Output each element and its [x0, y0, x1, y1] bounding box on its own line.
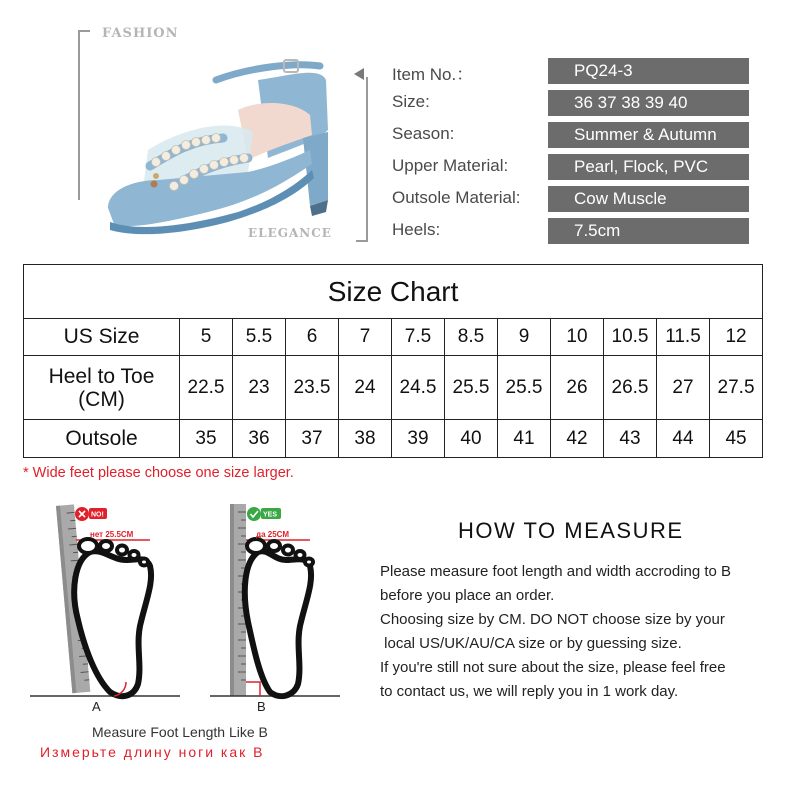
elegance-watermark: ELEGANCE	[248, 226, 332, 240]
instruction-line: Please measure foot length and width accroding to B	[380, 563, 732, 580]
wrong-measure-diagram	[30, 504, 180, 696]
instruction-line: local US/UK/AU/CA size or by guessing size.	[380, 635, 682, 652]
heel-to-toe-cell: 27	[657, 356, 710, 420]
outsole-cell: 37	[286, 420, 339, 458]
heel-to-toe-cell: 22.5	[180, 356, 233, 420]
spec-label: Size:	[392, 92, 430, 111]
spec-label: Outsole Material:	[392, 188, 521, 207]
wrong-reading-text: нет 25.5CM	[90, 530, 134, 539]
instruction-line: If you're still not sure about the size, please feel free	[380, 659, 726, 676]
us-size-cell: 7.5	[392, 319, 445, 356]
outsole-cell: 41	[498, 420, 551, 458]
size-chart-table	[23, 264, 763, 458]
spec-size	[392, 90, 752, 116]
wide-feet-note: * Wide feet please choose one size larger.	[23, 465, 294, 481]
instruction-line: to contact us, we will reply you in 1 work day.	[380, 683, 679, 700]
spec-heels	[392, 218, 752, 244]
us-size-cell: 11.5	[657, 319, 710, 356]
us-size-cell: 10.5	[604, 319, 657, 356]
us-size-cell: 10	[551, 319, 604, 356]
sandal-illustration	[88, 40, 358, 240]
heel-to-toe-cell: 24.5	[392, 356, 445, 420]
pointer-triangle-icon	[354, 68, 364, 80]
label-b: B	[257, 699, 266, 714]
row-header-heel-to-toe: Heel to Toe (CM)	[24, 356, 180, 420]
spec-value: Summer & Autumn	[548, 122, 749, 148]
fashion-watermark: FASHION	[102, 26, 179, 41]
spec-value: 7.5cm	[548, 218, 749, 244]
row-header-outsole: Outsole	[24, 420, 180, 458]
product-image	[78, 26, 368, 242]
us-size-cell: 6	[286, 319, 339, 356]
us-size-cell: 7	[339, 319, 392, 356]
heel-to-toe-cell: 25.5	[498, 356, 551, 420]
instruction-line: Choosing size by CM. DO NOT choose size by your	[380, 611, 725, 628]
outsole-cell: 44	[657, 420, 710, 458]
right-measure-diagram	[210, 504, 340, 696]
outsole-cell: 36	[233, 420, 286, 458]
spec-label: Heels:	[392, 220, 441, 239]
heel-to-toe-cell: 26	[551, 356, 604, 420]
measure-caption: Measure Foot Length Like B	[92, 724, 268, 740]
row-heel-to-toe	[24, 356, 763, 420]
measure-caption-russian: Измерьте длину ноги как В	[40, 744, 265, 760]
heel-to-toe-cell: 23	[233, 356, 286, 420]
heel-to-toe-cell: 24	[339, 356, 392, 420]
spec-outsole-material	[392, 186, 752, 212]
spec-value: Cow Muscle	[548, 186, 749, 212]
how-to-measure-title: HOW TO MEASURE	[458, 518, 684, 543]
outsole-cell: 38	[339, 420, 392, 458]
heel-to-toe-cell: 25.5	[445, 356, 498, 420]
measure-illustration	[30, 500, 350, 730]
outsole-cell: 43	[604, 420, 657, 458]
heel-to-toe-cell: 23.5	[286, 356, 339, 420]
spec-item-no	[392, 58, 752, 84]
spec-value: 36 37 38 39 40	[548, 90, 749, 116]
outsole-cell: 40	[445, 420, 498, 458]
us-size-cell: 5	[180, 319, 233, 356]
spec-value: Pearl, Flock, PVC	[548, 154, 749, 180]
us-size-cell: 12	[710, 319, 763, 356]
spec-label: Upper Material:	[392, 156, 509, 175]
us-size-cell: 9	[498, 319, 551, 356]
right-reading-text: да 25CM	[256, 530, 290, 539]
spec-upper-material	[392, 154, 752, 180]
us-size-cell: 5.5	[233, 319, 286, 356]
outsole-cell: 42	[551, 420, 604, 458]
row-outsole	[24, 420, 763, 458]
spec-season	[392, 122, 752, 148]
label-a: A	[92, 699, 101, 714]
spec-value: PQ24-3	[548, 58, 749, 84]
outsole-cell: 39	[392, 420, 445, 458]
outsole-cell: 35	[180, 420, 233, 458]
outsole-cell: 45	[710, 420, 763, 458]
size-chart-title: Size Chart	[24, 265, 763, 319]
spec-label: Item No.：	[392, 65, 474, 84]
instruction-line: before you place an order.	[380, 587, 555, 604]
row-us-size	[24, 319, 763, 356]
row-header-us-size: US Size	[24, 319, 180, 356]
right-badge-text: YES	[263, 511, 278, 519]
spec-label: Season:	[392, 124, 455, 143]
heel-to-toe-cell: 27.5	[710, 356, 763, 420]
wrong-badge-text: NO!	[91, 511, 104, 519]
heel-to-toe-cell: 26.5	[604, 356, 657, 420]
us-size-cell: 8.5	[445, 319, 498, 356]
